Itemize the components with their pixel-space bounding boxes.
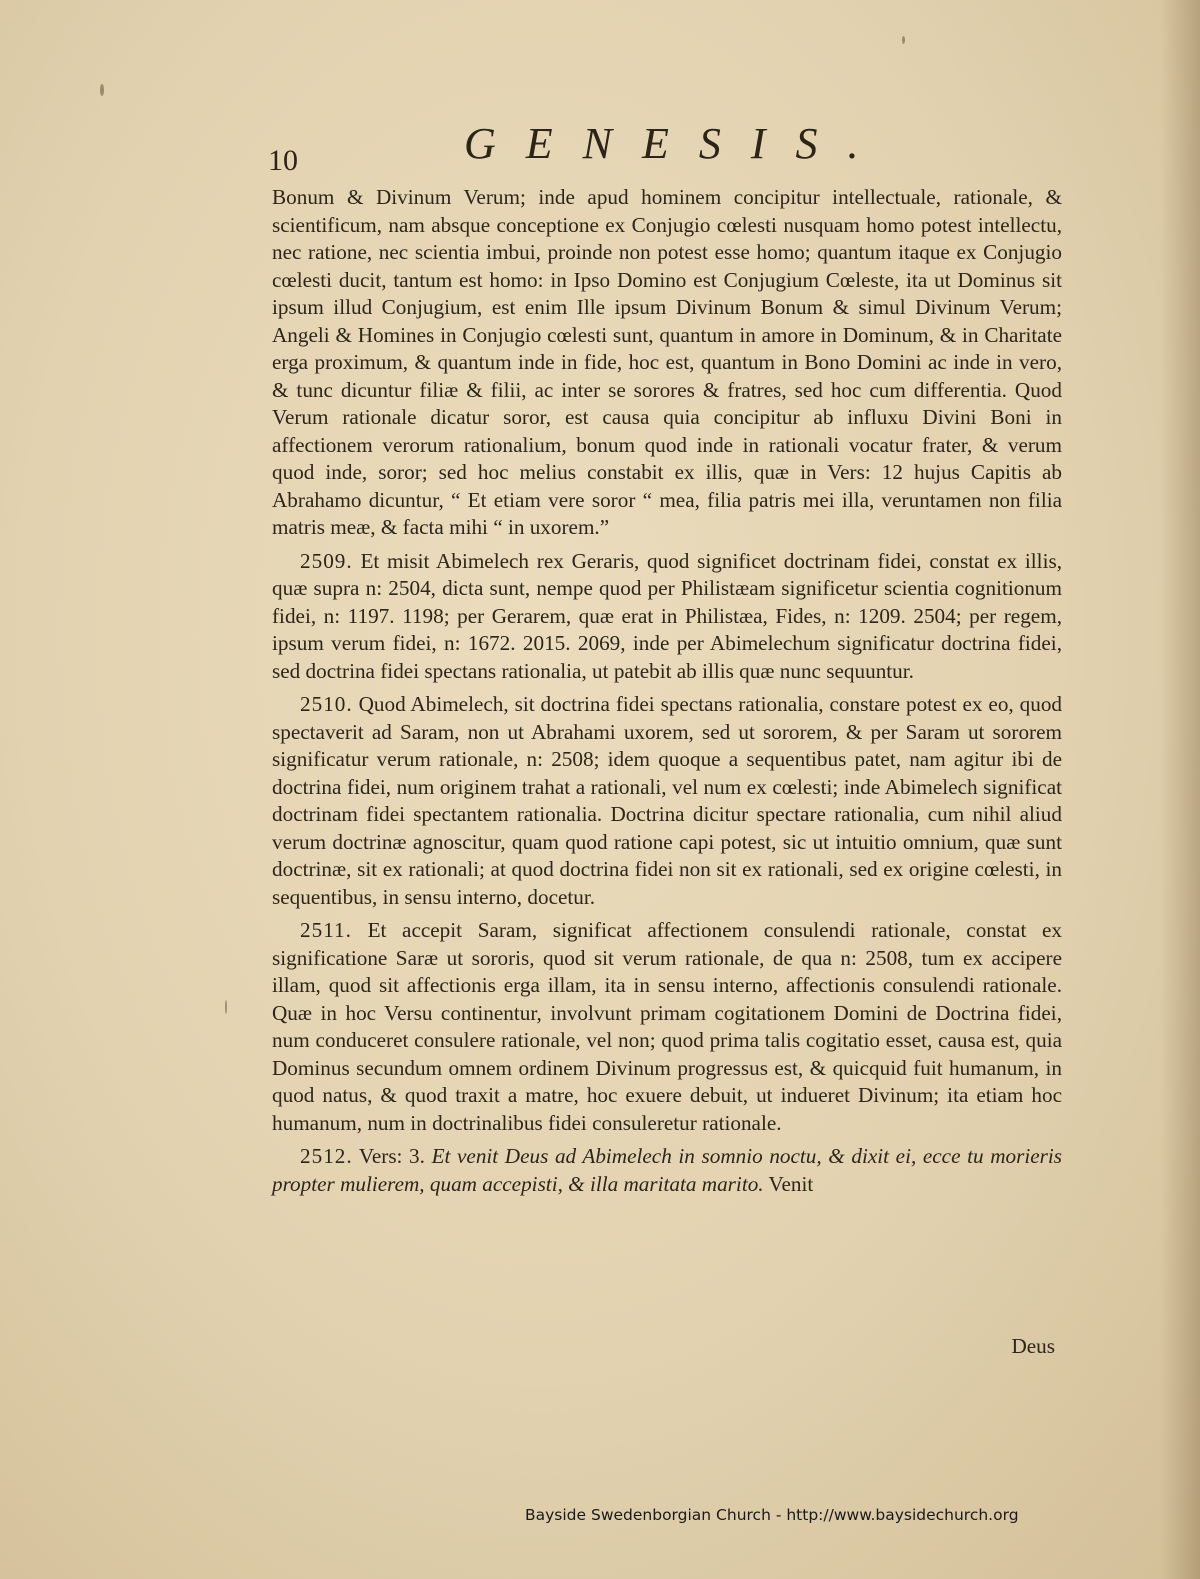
paragraph-text: Quod Abimelech, sit doctrina fidei spectans rationalia, constare potest ex eo, quod spectaverit ad Saram, non ut Abrahami uxorem, sed ut sororem, & per Saram ut sororem significatur verum rationale, n: 2508; idem quoque a sequentibus patet, nam agitur ibi de doctrina fidei, num originem trahat a rationali, vel num ex cœlesti; inde Abimelech significat doctrinam fidei spectantem rationalia. Doctrina dicitur spectare rationalia, cum nihil aliud verum doctrinæ agnoscitur, quam quod ratione capi potest, sic ut intuitio omnium, quæ sunt doctrinæ, sit ex rationali; at quod doctrina fidei non sit ex rationali, sed ex origine cœlesti, in sequentibus, in sensu interno, docetur. — [272, 692, 1062, 909]
page-number: 10 — [268, 144, 298, 177]
paragraph-number: 2512. — [300, 1144, 353, 1168]
watermark-credit: Bayside Swedenborgian Church - http://www.baysidechurch.org — [525, 1506, 1019, 1524]
paragraph-number: 2511. — [300, 918, 352, 942]
paragraph-2509 — [272, 548, 1062, 686]
verse-reference: Vers: 3. — [358, 1144, 425, 1168]
verse-quotation: Et venit Deus ad Abimelech in somnio noctu, & dixit ei, ecce tu morieris propter mulierem, quam accepisti, & illa maritata marito. — [272, 1144, 1062, 1196]
paragraph-2511 — [272, 917, 1062, 1137]
paragraph-number: 2509. — [300, 548, 353, 573]
paragraph-2510 — [272, 691, 1062, 911]
running-title: GENESIS. — [464, 119, 889, 168]
ink-speck — [902, 36, 905, 44]
ink-speck — [225, 1000, 227, 1014]
page-header — [268, 118, 1068, 178]
paragraph-text: Et misit Abimelech rex Geraris, quod significet doctrinam fidei, constat ex illis, quæ supra n: 2504, dicta sunt, nempe quod per Philistæam significetur scientia cognitionum fidei, n: 1197. 1198; per Gerarem, quæ erat in Philistæa, Fides, n: 1209. 2504; per regem, ipsum verum fidei, n: 1672. 2015. 2069, inde per Abimelechum significatur doctrina fidei, sed doctrina fidei spectans rationalia, ut patebit ab illis quæ nunc sequuntur. — [272, 548, 1063, 683]
paragraph-text: Venit — [768, 1171, 814, 1196]
paragraph-text: Et accepit Saram, significat affectionem consulendi rationale, constat ex significatione Saræ ut sororis, quod sit verum rationale, de qua n: 2508, tum ex accipere illam, quod sit affectionis erga illam, ita in sensu interno, affectionis consulendi rationale. Quæ in hoc Versu continentur, involvunt primam cogitationem Domini de Doctrina fidei, num conduceret consulere rationale, vel non; quod prima talis cogitatio esset, causa est, quia Dominus secundum omnem ordinem Divinum progressus est, & quicquid fuit humanum, in quod natus, & quod traxit a matre, hoc exuere debuit, ut indueret Divinum; ita etiam hoc humanum, num in doctrinalibus fidei consuleretur rationale. — [272, 918, 1062, 1135]
continued-paragraph: Bonum & Divinum Verum; inde apud hominem concipitur intellectuale, rationale, & scientificum, nam absque conceptione ex Conjugio cœlesti nusquam homo potest intellectu, nec ratione, nec scientia imbui, proinde non potest esse homo; quantum itaque ex Conjugio cœlesti ducit, tantum est homo: in Ipso Domino est Conjugium Cœleste, ita ut Dominus sit ipsum illud Conjugium, est enim Ille ipsum Divinum Bonum & simul Divinum Verum; Angeli & Homines in Conjugio cœlesti sunt, quantum in amore in Dominum, & in Charitate erga proximum, & quantum inde in fide, hoc est, quantum in Bono Domini ac inde in vero, & tunc dicuntur filiæ & filii, ac inter se sorores & fratres, sed hoc cum differentia. Quod Verum rationale dicatur soror, est causa quia concipitur ab influxu Divini Boni in affectionem verorum rationalium, bonum quod inde in rationali vocatur frater, & verum quod inde, soror; sed hoc melius constabit ex illis, quæ in Vers: 12 hujus Capitis ab Abrahamo dicuntur, “ Et etiam vere soror “ mea, filia patris mei illa, veruntamen non filia matris meæ, & facta mihi “ in uxorem.” — [272, 185, 1062, 539]
page-spine-shadow — [1160, 0, 1200, 1579]
catchword: Deus — [1011, 1334, 1055, 1358]
ink-speck — [100, 84, 104, 96]
paragraph-number: 2510. — [300, 692, 353, 716]
page-body — [272, 184, 1062, 1198]
paragraph-2512 — [272, 1143, 1062, 1198]
